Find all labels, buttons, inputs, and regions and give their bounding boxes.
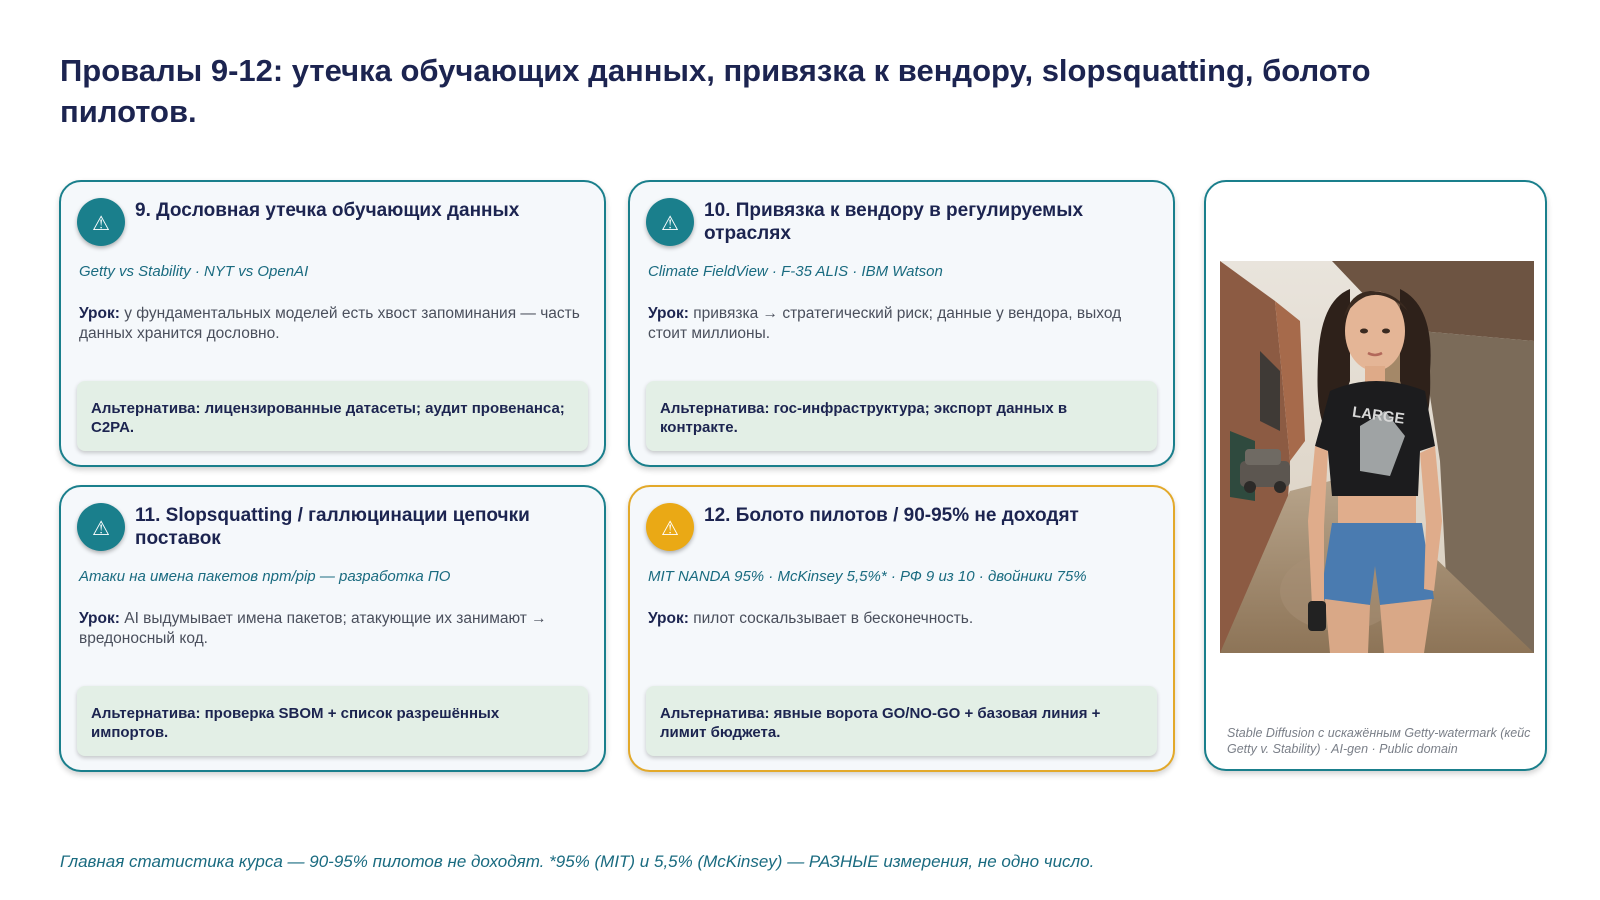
lesson-text: у фундаментальных моделей есть хвост запоминания — часть данных хранится дословно. [79,305,580,342]
lesson-text: AI выдумывает имена пакетов; атакующие их занимают → вредоносный код. [79,610,547,647]
card-title: 10. Привязка к вендору в регулируемых отраслях [704,200,1084,244]
warning-icon: ⚠ [646,503,694,551]
lesson-label: Урок: [79,305,120,322]
alternative-box: Альтернатива: явные ворота GO/NO-GO + базовая линия + лимит бюджета. [646,686,1157,756]
card-subtitle: MIT NANDA 95% · McKinsey 5,5%* · РФ 9 из 10 · двойники 75% [648,568,1087,585]
card-lesson [648,609,1151,629]
failure-card-12 [628,485,1175,772]
card-subtitle: Атаки на имена пакетов npm/pip — разработка ПО [79,568,451,585]
warning-icon: ⚠ [77,503,125,551]
lesson-label: Урок: [648,305,689,322]
lesson-text: пилот соскальзывает в бесконечность. [693,610,974,627]
warning-icon: ⚠ [77,198,125,246]
image-card [1204,180,1547,771]
shirt-print-text: LARGE [1351,403,1406,428]
failure-card-11 [59,485,606,772]
card-subtitle: Getty vs Stability · NYT vs OpenAI [79,263,309,280]
card-subtitle: Climate FieldView · F-35 ALIS · IBM Watson [648,263,943,280]
alternative-box: Альтернатива: проверка SBOM + список разрешённых импортов. [77,686,588,756]
lesson-text: привязка → стратегический риск; данные у вендора, выход стоит миллионы. [648,305,1122,342]
image-caption: Stable Diffusion с искажённым Getty-watermark (кейс Getty v. Stability) · AI-gen · Public domain [1227,726,1531,756]
card-title: 11. Slopsquatting / галлюцинации цепочки поставок [135,505,530,549]
failure-card-10 [628,180,1175,467]
card-title: 9. Дословная утечка обучающих данных [135,200,520,221]
card-lesson [79,609,582,649]
page-title: Провалы 9-12: утечка обучающих данных, привязка к вендору, slopsquatting, болото пилотов. [60,53,1371,129]
alternative-box: Альтернатива: лицензированные датасеты; аудит провенанса; C2PA. [77,381,588,451]
card-lesson [79,304,582,344]
lesson-label: Урок: [648,610,689,627]
card-lesson [648,304,1151,344]
street-scene-illustration [1220,261,1534,653]
failure-card-9 [59,180,606,467]
warning-icon: ⚠ [646,198,694,246]
footer-note: Главная статистика курса — 90-95% пилотов не доходят. *95% (MIT) и 5,5% (McKinsey) — РАЗНЫЕ измерения, не одно число. [60,852,1095,871]
card-title: 12. Болото пилотов / 90-95% не доходят [704,505,1079,526]
alternative-box: Альтернатива: гос-инфраструктура; экспорт данных в контракте. [646,381,1157,451]
lesson-label: Урок: [79,610,120,627]
ai-generated-photo [1220,261,1534,653]
